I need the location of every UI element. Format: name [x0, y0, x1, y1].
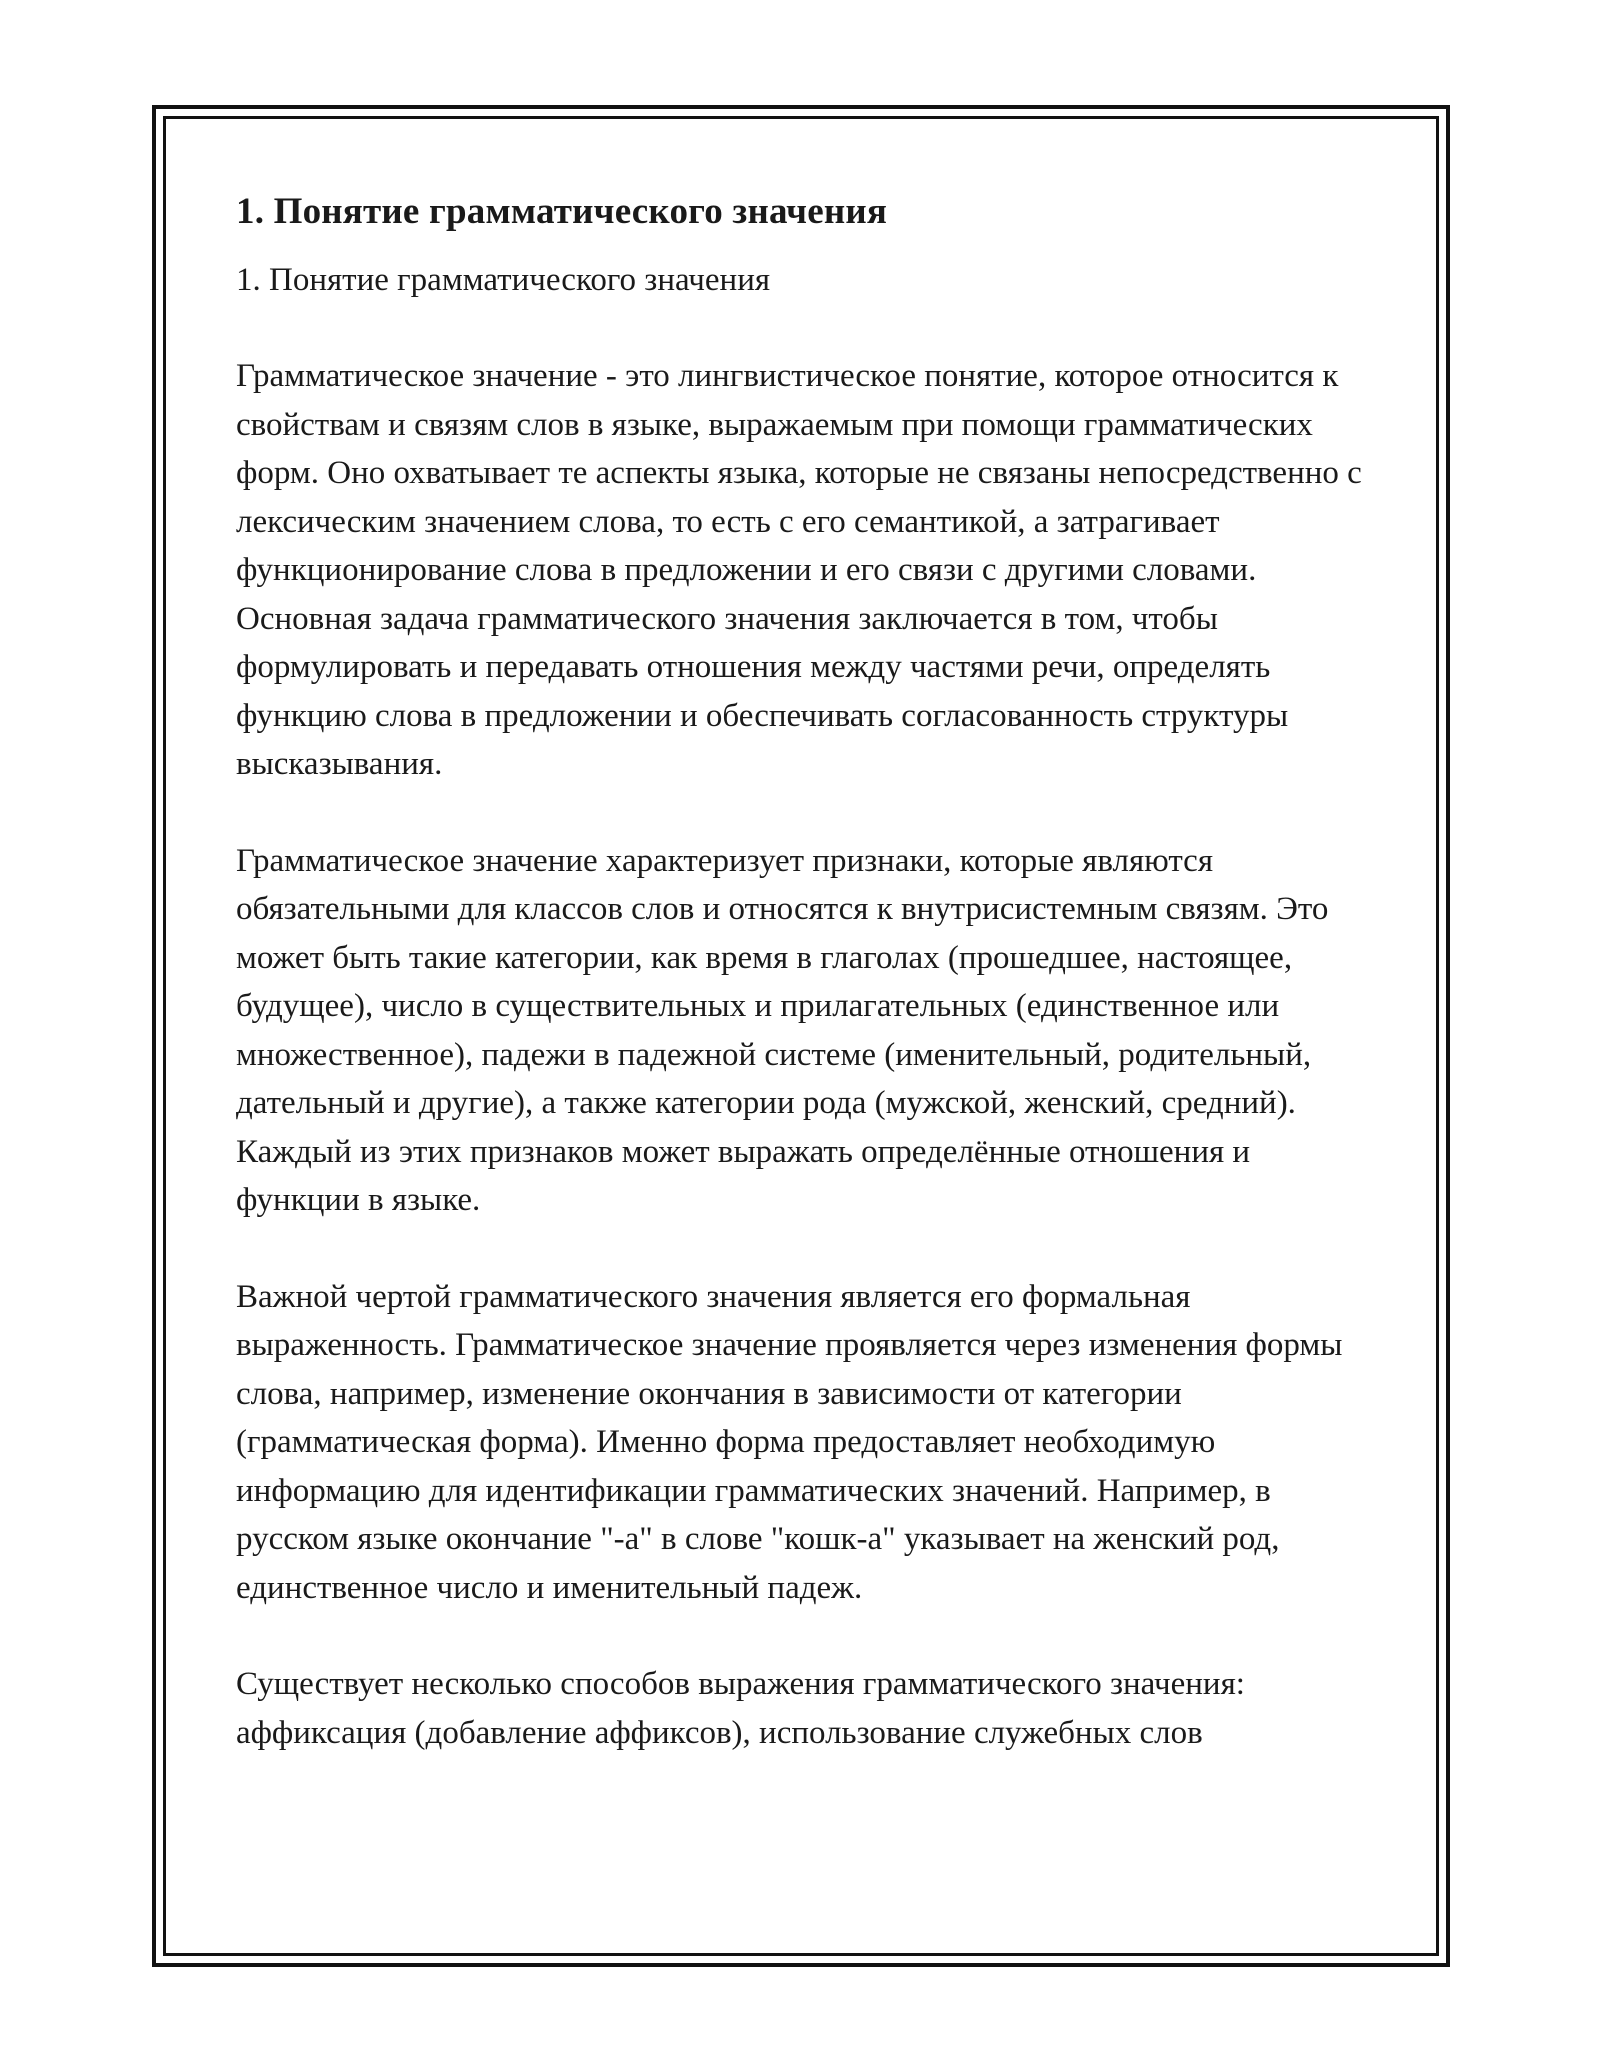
paragraph-definition: Грамматическое значение - это лингвистическое понятие, которое относится к свойствам и связям слов в языке, выражаемым при помощи грамматических форм. Оно охватывает те аспекты языка, которые не связаны непосредственно с лексическим значением слова, то есть с его семантикой, а затрагивает функционирование слова в предложении и его связи с другими словами. Основная задача грамматического значения заключается в том, чтобы формулировать и передавать отношения между частями речи, определять функцию слова в предложении и обеспечивать согласованность структуры высказывания.: [236, 358, 1362, 782]
paragraph-formal-expression: Важной чертой грамматического значения является его формальная выраженность. Грамматическое значение проявляется через изменения формы слова, например, изменение окончания в зависимости от категории (грамматическая форма). Именно форма предоставляет необходимую информацию для идентификации грамматических значений. Например, в русском языке окончание "-а" в слове "кошк-а" указывает на женский род, единственное число и именительный падеж.: [236, 1278, 1343, 1606]
section-heading: 1. Понятие грамматического значения: [236, 191, 888, 232]
document-body: [236, 186, 1376, 1757]
paragraph-categories: Грамматическое значение характеризует признаки, которые являются обязательными для классов слов и относятся к внутрисистемным связям. Это может быть такие категории, как время в глаголах (прошедшее, настоящее, будущее), число в существительных и прилагательных (единственное или множественное), падежи в падежной системе (именительный, родительный, дательный и другие), а также категории рода (мужской, женский, средний). Каждый из этих признаков может выражать определённые отношения и функции в языке.: [236, 842, 1329, 1218]
section-subtitle: 1. Понятие грамматического значения: [236, 262, 771, 298]
paragraph-expression-methods: Существует несколько способов выражения грамматического значения: аффиксация (добавление аффиксов), использование служебных слов: [236, 1666, 1245, 1751]
